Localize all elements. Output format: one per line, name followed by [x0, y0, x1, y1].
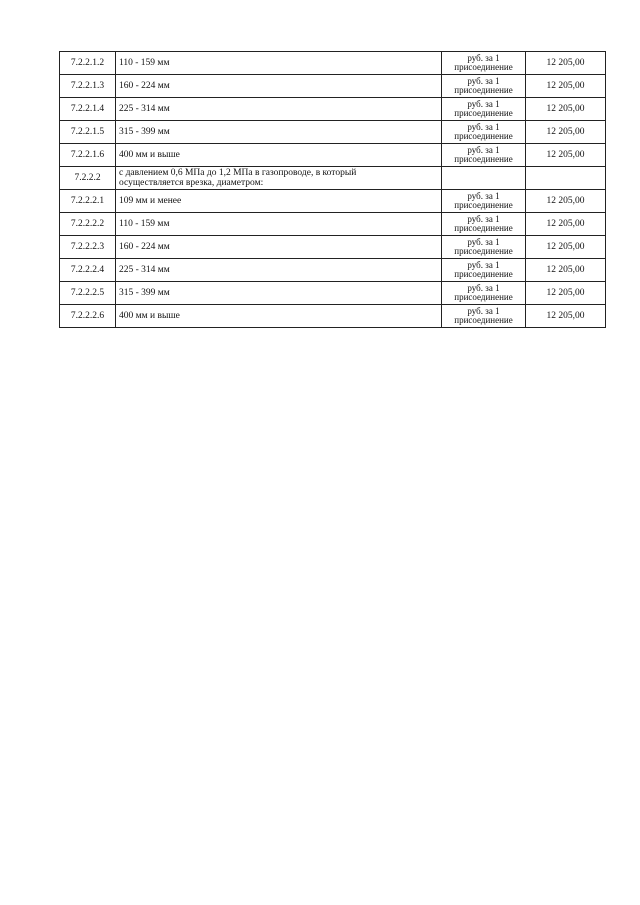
row-unit [442, 259, 526, 282]
row-description: 109 мм и менее [116, 190, 442, 213]
table-group-row [60, 167, 606, 190]
row-price: 12 205,00 [526, 144, 606, 167]
row-unit [442, 121, 526, 144]
row-description: 315 - 399 мм [116, 282, 442, 305]
row-code: 7.2.2.2 [60, 167, 116, 190]
unit-line-2: присоединение [454, 223, 513, 233]
unit-line-1: руб. за 1 [467, 144, 500, 155]
row-description: 160 - 224 мм [116, 75, 442, 98]
row-code: 7.2.2.2.2 [60, 213, 116, 236]
table-row [60, 52, 606, 75]
row-description: 160 - 224 мм [116, 236, 442, 259]
row-group-description [116, 167, 442, 190]
row-price: 12 205,00 [526, 121, 606, 144]
unit-line-2: присоединение [454, 200, 513, 210]
row-unit-empty [442, 167, 526, 190]
row-description: 110 - 159 мм [116, 213, 442, 236]
row-description: 110 - 159 мм [116, 52, 442, 75]
row-unit [442, 144, 526, 167]
row-code: 7.2.2.2.6 [60, 305, 116, 328]
group-desc-line-2: осуществляется врезка, диаметром: [119, 178, 264, 188]
unit-line-2: присоединение [454, 246, 513, 256]
unit-line-2: присоединение [454, 269, 513, 279]
unit-line-1: руб. за 1 [467, 213, 500, 224]
unit-line-1: руб. за 1 [467, 305, 500, 316]
unit-line-1: руб. за 1 [467, 52, 500, 63]
row-code: 7.2.2.2.5 [60, 282, 116, 305]
group-desc-line-1: с давлением 0,6 МПа до 1,2 МПа в газопроводе, в который [119, 168, 357, 178]
row-code: 7.2.2.2.1 [60, 190, 116, 213]
unit-line-2: присоединение [454, 315, 513, 325]
unit-line-1: руб. за 1 [467, 75, 500, 86]
row-price: 12 205,00 [526, 305, 606, 328]
row-code: 7.2.2.2.3 [60, 236, 116, 259]
unit-line-1: руб. за 1 [467, 282, 500, 293]
row-unit [442, 236, 526, 259]
row-description: 400 мм и выше [116, 305, 442, 328]
table-row [60, 305, 606, 328]
row-description: 315 - 399 мм [116, 121, 442, 144]
row-unit [442, 190, 526, 213]
unit-line-1: руб. за 1 [467, 98, 500, 109]
row-description: 400 мм и выше [116, 144, 442, 167]
row-price: 12 205,00 [526, 282, 606, 305]
unit-line-2: присоединение [454, 154, 513, 164]
row-description: 225 - 314 мм [116, 98, 442, 121]
row-code: 7.2.2.1.3 [60, 75, 116, 98]
row-code: 7.2.2.1.4 [60, 98, 116, 121]
row-code: 7.2.2.1.2 [60, 52, 116, 75]
table-row [60, 213, 606, 236]
row-description: 225 - 314 мм [116, 259, 442, 282]
row-code: 7.2.2.2.4 [60, 259, 116, 282]
row-price-empty [526, 167, 606, 190]
unit-line-1: руб. за 1 [467, 190, 500, 201]
table-row [60, 259, 606, 282]
row-price: 12 205,00 [526, 213, 606, 236]
tariff-table [59, 51, 606, 328]
row-price: 12 205,00 [526, 98, 606, 121]
row-price: 12 205,00 [526, 190, 606, 213]
table-row [60, 98, 606, 121]
unit-line-2: присоединение [454, 131, 513, 141]
unit-line-1: руб. за 1 [467, 236, 500, 247]
unit-line-1: руб. за 1 [467, 121, 500, 132]
table-row [60, 236, 606, 259]
table-row [60, 190, 606, 213]
table-row [60, 121, 606, 144]
row-code: 7.2.2.1.6 [60, 144, 116, 167]
row-price: 12 205,00 [526, 259, 606, 282]
row-unit [442, 75, 526, 98]
table-row [60, 282, 606, 305]
unit-line-2: присоединение [454, 292, 513, 302]
row-price: 12 205,00 [526, 75, 606, 98]
row-code: 7.2.2.1.5 [60, 121, 116, 144]
unit-line-2: присоединение [454, 62, 513, 72]
row-unit [442, 98, 526, 121]
row-unit [442, 213, 526, 236]
row-unit [442, 305, 526, 328]
table-row [60, 144, 606, 167]
row-unit [442, 282, 526, 305]
row-price: 12 205,00 [526, 52, 606, 75]
row-unit [442, 52, 526, 75]
unit-line-2: присоединение [454, 108, 513, 118]
unit-line-2: присоединение [454, 85, 513, 95]
unit-line-1: руб. за 1 [467, 259, 500, 270]
row-price: 12 205,00 [526, 236, 606, 259]
table-row [60, 75, 606, 98]
